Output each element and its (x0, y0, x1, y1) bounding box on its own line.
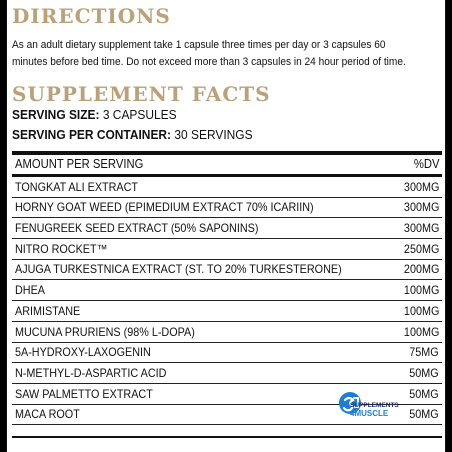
ingredient-name: NITRO ROCKET™ (15, 241, 108, 256)
watermark-line1: SUPPLEMENTS (350, 402, 399, 409)
ingredient-name: DHEA (15, 283, 46, 298)
table-row (12, 363, 442, 384)
panel-left-border (6, 0, 7, 452)
table-row (12, 343, 442, 364)
ingredient-name: ARIMISTANE (15, 303, 81, 318)
table-row (12, 218, 442, 239)
ingredient-amount: 300MG (403, 179, 439, 194)
ingredient-amount: 250MG (403, 241, 439, 256)
supplements4muscle-watermark (336, 391, 416, 427)
ingredient-name: MUCUNA PRURIENS (98% L-DOPA) (15, 324, 195, 339)
ingredient-amount: 50MG (409, 386, 439, 401)
serving-size-value: 3 CAPSULES (99, 107, 177, 122)
ingredient-name: MACA ROOT (15, 407, 80, 422)
supplement-label-panel (6, 0, 446, 452)
serving-size (12, 107, 177, 122)
amount-per-serving-header: AMOUNT PER SERVING (15, 157, 144, 171)
ingredient-amount: 100MG (403, 324, 439, 339)
ingredient-name: N-METHYL-D-ASPARTIC ACID (15, 365, 167, 380)
ingredient-name: HORNY GOAT WEED (EPIMEDIUM EXTRACT 70% ICARIIN) (15, 200, 314, 215)
servings-per-container (12, 127, 253, 142)
dv-header: %DV (413, 157, 439, 171)
ingredient-amount: 100MG (403, 283, 439, 298)
ingredient-amount: 300MG (403, 221, 439, 236)
supplement-facts-table (12, 151, 442, 425)
ingredient-name: FENUGREEK SEED EXTRACT (50% SAPONINS) (15, 221, 259, 236)
servings-per-container-value: 30 SERVINGS (171, 127, 253, 142)
ingredient-amount: 50MG (409, 407, 439, 422)
ingredient-name: TONGKAT ALI EXTRACT (15, 179, 139, 194)
ingredient-name: SAW PALMETTO EXTRACT (15, 386, 153, 401)
ingredient-name: AJUGA TURKESTNICA EXTRACT (ST. TO 20% TURKESTERONE) (15, 262, 342, 277)
watermark-text (350, 402, 399, 418)
table-row (12, 322, 442, 343)
table-row (12, 301, 442, 322)
supplement-facts-title: SUPPLEMENT FACTS (12, 82, 271, 106)
table-header-row (12, 155, 442, 177)
watermark-line2: 4MUSCLE (350, 409, 389, 418)
directions-text: As an adult dietary supplement take 1 capsule three times per day or 3 capsules 60 minutes before bed time. Do not exceed more than 3 capsules in 24 hour period of time. (12, 39, 406, 68)
ingredient-amount: 100MG (403, 303, 439, 318)
table-row (12, 280, 442, 301)
table-row (12, 177, 442, 198)
serving-size-label: SERVING SIZE: (12, 107, 100, 122)
servings-per-container-label: SERVING PER CONTAINER: (12, 127, 172, 142)
table-row (12, 198, 442, 219)
ingredient-amount: 200MG (403, 262, 439, 277)
ingredient-amount: 50MG (409, 365, 439, 380)
directions-title: DIRECTIONS (12, 4, 171, 28)
ingredient-amount: 75MG (409, 345, 439, 360)
ingredient-name: 5A-HYDROXY-LAXOGENIN (15, 345, 151, 360)
table-bottom-rule (12, 436, 442, 438)
panel-right-border (445, 0, 446, 452)
table-row (12, 239, 442, 260)
table-row (12, 260, 442, 281)
ingredient-amount: 300MG (403, 200, 439, 215)
